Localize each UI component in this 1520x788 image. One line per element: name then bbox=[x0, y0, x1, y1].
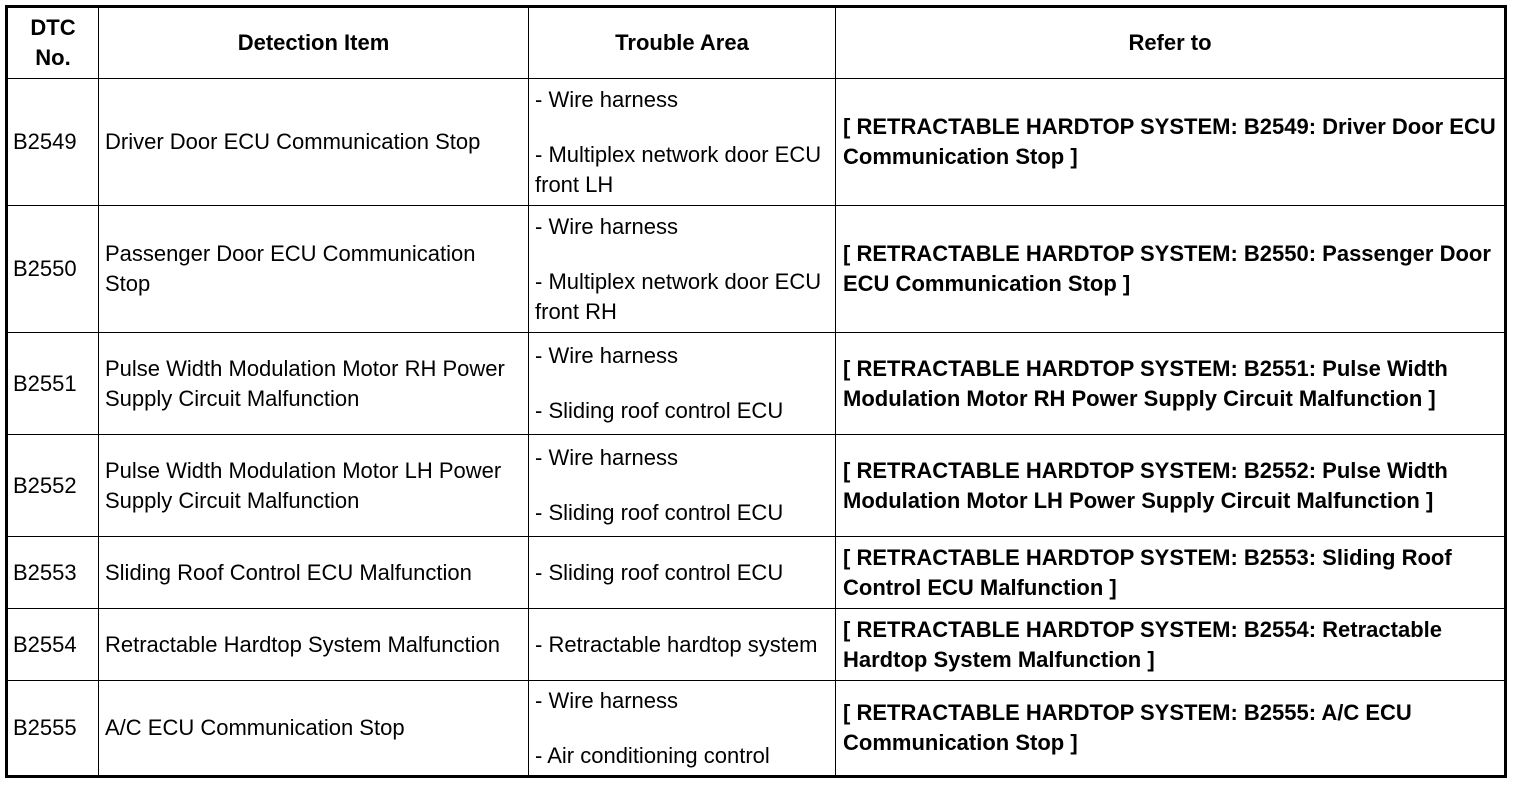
refer-to-link[interactable]: [ RETRACTABLE HARDTOP SYSTEM: B2555: A/C ECU Communication Stop ] bbox=[836, 681, 1506, 777]
table-row bbox=[7, 333, 1506, 435]
refer-to-link[interactable]: [ RETRACTABLE HARDTOP SYSTEM: B2551: Pulse Width Modulation Motor RH Power Supply Circuit Malfunction ] bbox=[836, 333, 1506, 435]
detection-item-cell: A/C ECU Communication Stop bbox=[99, 681, 529, 777]
refer-to-link[interactable]: [ RETRACTABLE HARDTOP SYSTEM: B2550: Passenger Door ECU Communication Stop ] bbox=[836, 206, 1506, 333]
trouble-area-item: - Sliding roof control ECU bbox=[535, 559, 784, 585]
trouble-area-list bbox=[535, 558, 829, 588]
header-dtc-no: DTC No. bbox=[7, 7, 99, 79]
header-row bbox=[7, 7, 1506, 79]
detection-item-cell: Passenger Door ECU Communication Stop bbox=[99, 206, 529, 333]
trouble-area-cell bbox=[529, 206, 836, 333]
trouble-area-item: - Wire harness bbox=[535, 687, 679, 713]
trouble-area-item: - Multiplex network door ECU front RH bbox=[535, 268, 822, 324]
table-row bbox=[7, 435, 1506, 537]
table-row bbox=[7, 537, 1506, 609]
header-trouble-area: Trouble Area bbox=[529, 7, 836, 79]
header-detection-item: Detection Item bbox=[99, 7, 529, 79]
trouble-area-item: - Sliding roof control ECU bbox=[535, 398, 784, 423]
detection-item-cell: Driver Door ECU Communication Stop bbox=[99, 79, 529, 206]
trouble-area-item: - Wire harness bbox=[535, 86, 679, 112]
table-body bbox=[7, 79, 1506, 777]
detection-item-cell: Sliding Roof Control ECU Malfunction bbox=[99, 537, 529, 609]
detection-item-cell: Pulse Width Modulation Motor RH Power Supply Circuit Malfunction bbox=[99, 333, 529, 435]
dtc-code-cell: B2554 bbox=[7, 609, 99, 681]
trouble-area-cell bbox=[529, 609, 836, 681]
table-row bbox=[7, 79, 1506, 206]
table-row bbox=[7, 609, 1506, 681]
dtc-code-cell: B2555 bbox=[7, 681, 99, 777]
trouble-area-list bbox=[535, 630, 829, 660]
trouble-area-item: - Wire harness bbox=[535, 213, 679, 239]
trouble-area-list bbox=[535, 443, 829, 528]
detection-item-cell: Retractable Hardtop System Malfunction bbox=[99, 609, 529, 681]
dtc-table bbox=[5, 5, 1507, 778]
table-row bbox=[7, 206, 1506, 333]
refer-to-link[interactable]: [ RETRACTABLE HARDTOP SYSTEM: B2553: Sliding Roof Control ECU Malfunction ] bbox=[836, 537, 1506, 609]
trouble-area-list bbox=[535, 212, 829, 327]
dtc-code-cell: B2552 bbox=[7, 435, 99, 537]
trouble-area-list bbox=[535, 686, 829, 771]
trouble-area-item: - Retractable hardtop system bbox=[535, 631, 818, 657]
trouble-area-cell bbox=[529, 537, 836, 609]
header-refer-to: Refer to bbox=[836, 7, 1506, 79]
trouble-area-item: - Air conditioning control bbox=[535, 742, 770, 768]
detection-item-cell: Pulse Width Modulation Motor LH Power Supply Circuit Malfunction bbox=[99, 435, 529, 537]
dtc-code-cell: B2549 bbox=[7, 79, 99, 206]
refer-to-link[interactable]: [ RETRACTABLE HARDTOP SYSTEM: B2549: Driver Door ECU Communication Stop ] bbox=[836, 79, 1506, 206]
refer-to-link[interactable]: [ RETRACTABLE HARDTOP SYSTEM: B2552: Pulse Width Modulation Motor LH Power Supply Circuit Malfunction ] bbox=[836, 435, 1506, 537]
refer-to-link[interactable]: [ RETRACTABLE HARDTOP SYSTEM: B2554: Retractable Hardtop System Malfunction ] bbox=[836, 609, 1506, 681]
dtc-code-cell: B2550 bbox=[7, 206, 99, 333]
trouble-area-item: - Sliding roof control ECU bbox=[535, 500, 784, 525]
table-header bbox=[7, 7, 1506, 79]
trouble-area-list bbox=[535, 85, 829, 200]
table-row bbox=[7, 681, 1506, 777]
trouble-area-cell bbox=[529, 435, 836, 537]
dtc-code-cell: B2551 bbox=[7, 333, 99, 435]
trouble-area-item: - Wire harness bbox=[535, 445, 679, 470]
trouble-area-list bbox=[535, 341, 829, 426]
trouble-area-cell bbox=[529, 79, 836, 206]
trouble-area-item: - Wire harness bbox=[535, 343, 679, 368]
dtc-code-cell: B2553 bbox=[7, 537, 99, 609]
trouble-area-item: - Multiplex network door ECU front LH bbox=[535, 141, 822, 197]
trouble-area-cell bbox=[529, 333, 836, 435]
trouble-area-cell bbox=[529, 681, 836, 777]
